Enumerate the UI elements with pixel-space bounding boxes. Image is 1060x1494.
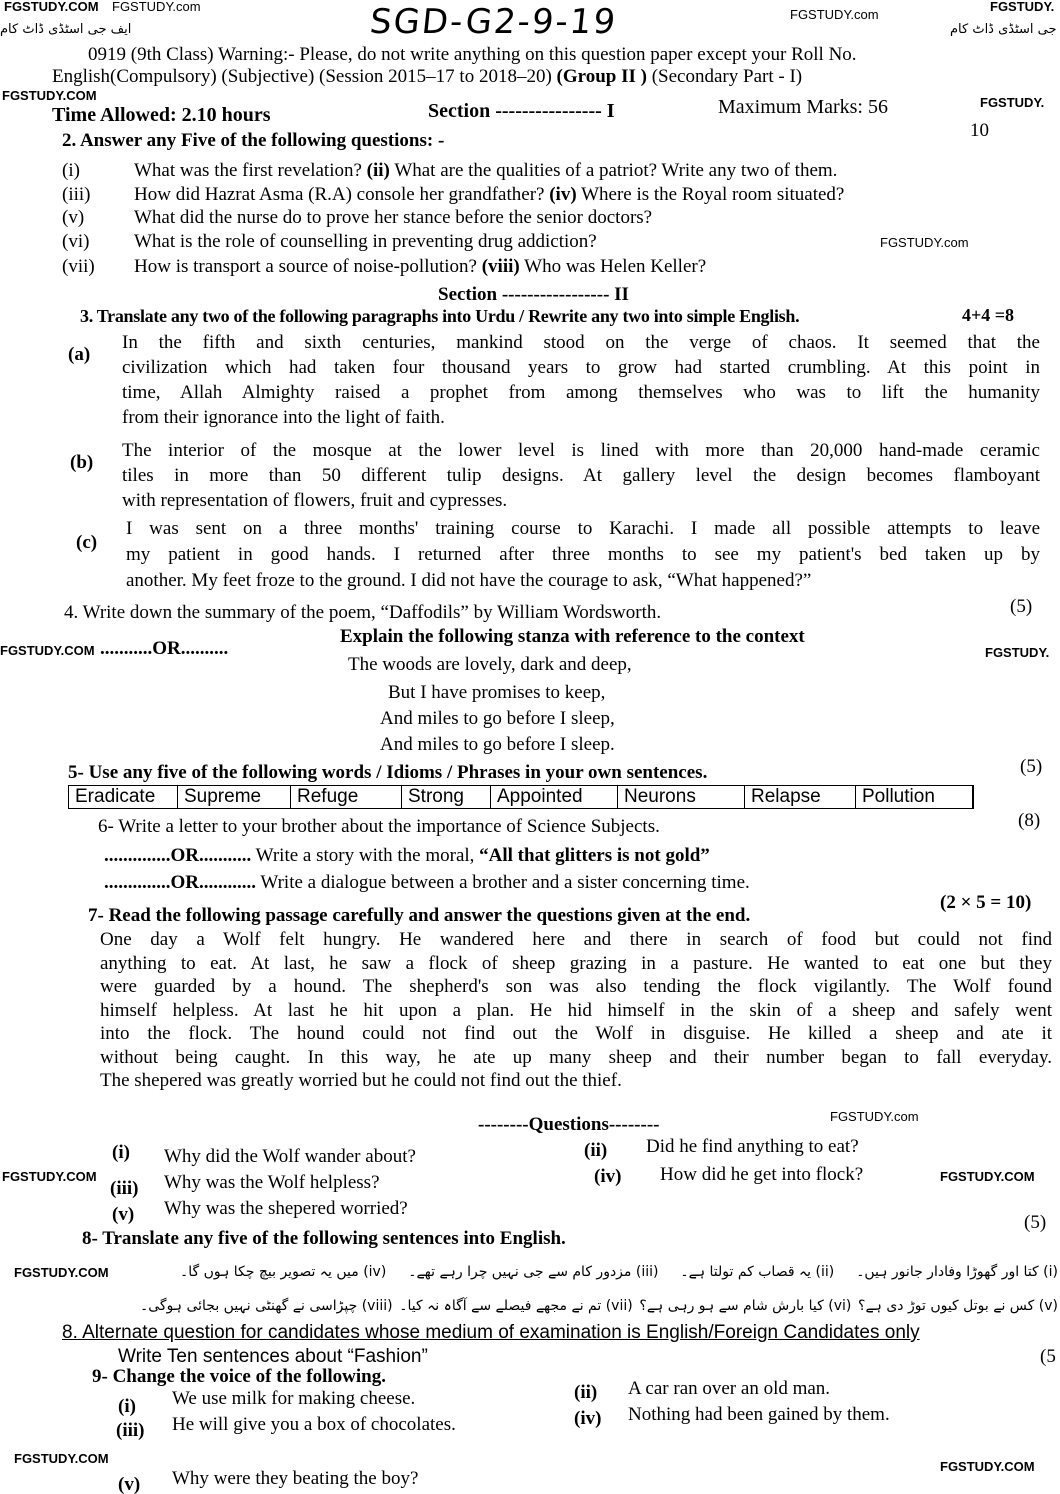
paragraph-a: In the fifth and sixth centuries, mankind stood on the verge of chaos. It seemed that the civilization which had taken four thousand years to grow had started crumbling. At this point in time, Allah Almighty raised a prophet from among themselves who was to lift the humanity from their ignorance into the light of faith. <box>122 332 1040 428</box>
word-cell: Eradicate <box>69 786 178 808</box>
urdu-sentence: (iv) میں یہ تصویر بیچ چکا ہوں گا۔ <box>180 1264 387 1280</box>
q4-alt: Explain the following stanza with reference to the context <box>340 626 805 647</box>
handwritten-code: SGD-G2-9-19 <box>367 2 620 42</box>
question-number: (ii) <box>584 1140 608 1161</box>
q8-marks: (5) <box>1024 1212 1047 1233</box>
time-allowed: Time Allowed: 2.10 hours <box>52 104 271 126</box>
urdu-sentences-row-2 <box>140 1298 1058 1314</box>
item-number: (v) <box>118 1474 141 1494</box>
question-text: Did he find anything to eat? <box>646 1136 859 1157</box>
watermark: FGSTUDY.COM <box>940 1459 1035 1474</box>
q6-or-1: ..............OR........... Write a story with the moral, “All that glitters is not gold” <box>104 845 710 866</box>
q4-title: 4. Write down the summary of the poem, “Daffodils” by William Wordsworth. <box>64 602 662 623</box>
question-text: Why was the shepered worried? <box>164 1198 408 1219</box>
q5-marks: (5) <box>1020 756 1043 777</box>
poem-line: But I have promises to keep, <box>388 682 606 703</box>
item-text: We use milk for making cheese. <box>172 1388 416 1409</box>
urdu-sentence: (viii) چپڑاسی نے گھنٹی نہیں بجائی ہوگی۔ <box>140 1298 393 1314</box>
section-2-heading: Section ----------------- II <box>438 284 629 305</box>
watermark: FGSTUDY. <box>985 645 1050 660</box>
word-cell: Pollution <box>856 786 973 808</box>
item-text: Nothing had been gained by them. <box>628 1404 890 1425</box>
urdu-sentence: (ii) یہ قصاب کم تولتا ہے۔ <box>680 1264 835 1280</box>
q8-alternate: Write Ten sentences about “Fashion” <box>118 1346 428 1367</box>
q2-marks: 10 <box>970 120 989 141</box>
watermark: FGSTUDY.com <box>112 0 201 14</box>
paragraph-b: The interior of the mosque at the lower level is lined with more than 20,000 hand-made ceramic tiles in more than 50 different tulip designs. At gallery level the design becomes flamboyant with representation of flowers, fruit and cypresses. <box>122 440 1040 511</box>
item-text: He will give you a box of chocolates. <box>172 1414 456 1435</box>
watermark-urdu: جی اسٹڈی ڈاٹ کام <box>950 22 1057 37</box>
q4-marks: (5) <box>1010 596 1033 617</box>
question-number: (iii) <box>110 1178 139 1199</box>
urdu-sentence: (i) کتا اور گھوڑا وفادار جانور ہیں۔ <box>856 1264 1058 1280</box>
watermark: FGSTUDY.com <box>790 7 879 22</box>
word-cell: Neurons <box>618 786 745 808</box>
q6-title: 6- Write a letter to your brother about the importance of Science Subjects. <box>98 816 660 837</box>
q8-title: 8- Translate any five of the following sentences into English. <box>82 1228 566 1249</box>
section-1-heading: Section ---------------- I <box>428 100 615 122</box>
poem-line: And miles to go before I sleep. <box>380 734 615 755</box>
q2-line: (iii) How did Hazrat Asma (R.A) console her grandfather? (iv) Where is the Royal room situated? <box>62 184 845 205</box>
max-marks: Maximum Marks: 56 <box>718 96 888 118</box>
poem-line: The woods are lovely, dark and deep, <box>348 654 632 675</box>
header-warning: 0919 (9th Class) Warning:- Please, do not write anything on this question paper except your Roll No. <box>88 44 857 65</box>
watermark-urdu: ایف جی اسٹڈی ڈاٹ کام <box>0 22 132 37</box>
word-cell: Appointed <box>491 786 618 808</box>
q2-line: (v) What did the nurse do to prove her stance before the senior doctors? <box>62 207 653 228</box>
question-text: How did he get into flock? <box>660 1164 864 1185</box>
q2-line: (vi) What is the role of counselling in preventing drug addiction? <box>62 231 597 252</box>
question-text: Why was the Wolf helpless? <box>164 1172 380 1193</box>
q8-alt-marks: (5 <box>1040 1346 1056 1367</box>
word-cell: Strong <box>402 786 491 808</box>
item-number: (i) <box>118 1396 136 1417</box>
watermark: FGSTUDY. <box>980 95 1045 110</box>
word-cell: Refuge <box>291 786 402 808</box>
q6-marks: (8) <box>1018 810 1041 831</box>
words-table <box>68 785 974 809</box>
q4-or: ...........OR.......... <box>100 638 229 659</box>
q2-title: 2. Answer any Five of the following questions: - <box>62 130 445 151</box>
para-label: (c) <box>76 532 98 553</box>
q5-title: 5- Use any five of the following words / Idioms / Phrases in your own sentences. <box>68 762 708 783</box>
watermark: FGSTUDY.COM <box>14 1265 109 1280</box>
item-number: (ii) <box>574 1382 598 1403</box>
passage: One day a Wolf felt hungry. He wandered here and there in search of food but could not find anything to eat. At last, he saw a flock of sheep grazing in a pasture. He wanted to eat one but they were guarded by a hound. The shepherd's son was also tending the flock vigilantly. The Wolf found himself helpless. At last he hit upon a plan. He hid himself in the skin of a sheep and safely went into the flock. The hound could not find out the Wolf in disguise. He killed a sheep and ate it without being caught. In this way, he ate up many sheep and their number began to fall everyday. The shepered was greatly worried but he could not find out the thief. <box>100 929 1052 1091</box>
watermark: FGSTUDY.COM <box>4 0 99 14</box>
para-label: (b) <box>70 452 94 473</box>
q7-marks: (2 × 5 = 10) <box>940 892 1032 913</box>
urdu-sentence: (vii) تم نے مجھے فیصلے سے آگاہ نہ کیا۔ <box>399 1298 633 1314</box>
q3-marks: 4+4 =8 <box>962 305 1015 325</box>
watermark: FGSTUDY.COM <box>14 1451 109 1466</box>
q3-title: 3. Translate any two of the following paragraphs into Urdu / Rewrite any two into simple English. <box>80 306 800 326</box>
urdu-sentences-row-1 <box>180 1264 1058 1280</box>
watermark: FGSTUDY.COM <box>2 88 97 103</box>
item-text: A car ran over an old man. <box>628 1378 831 1399</box>
watermark: FGSTUDY.com <box>880 235 969 250</box>
q6-or-2: ..............OR............ Write a dialogue between a brother and a sister concerning time. <box>104 872 750 893</box>
question-number: (i) <box>112 1142 130 1163</box>
question-text: Why did the Wolf wander about? <box>164 1146 416 1167</box>
header-subject: English(Compulsory) (Subjective) (Session 2015–17 to 2018–20) (Group II ) (Secondary Part - I) <box>52 66 803 87</box>
watermark: FGSTUDY.COM <box>940 1169 1035 1184</box>
paragraph-c: I was sent on a three months' training course to Karachi. I made all possible attempts to leave my patient in good hands. I returned after three months to see my patient's bed taken up by another. My feet froze to the ground. I did not have the courage to ask, “What happened?” <box>126 518 1040 591</box>
word-cell: Supreme <box>178 786 291 808</box>
question-number: (iv) <box>594 1166 622 1187</box>
q8-alternate-title: 8. Alternate question for candidates whose medium of examination is English/Foreign Candidates only <box>62 1322 920 1343</box>
q9-title: 9- Change the voice of the following. <box>92 1366 386 1387</box>
urdu-sentence: (v) کس نے بوتل کیوں توڑ دی ہے؟ <box>858 1298 1058 1314</box>
poem-line: And miles to go before I sleep, <box>380 708 615 729</box>
question-number: (v) <box>112 1204 135 1225</box>
word-cell: Relapse <box>745 786 856 808</box>
item-number: (iii) <box>116 1420 145 1441</box>
q7-title: 7- Read the following passage carefully and answer the questions given at the end. <box>88 905 751 926</box>
para-label: (a) <box>68 344 91 365</box>
questions-heading: --------Questions-------- <box>478 1114 660 1135</box>
watermark: FGSTUDY. <box>990 0 1055 14</box>
item-text: Why were they beating the boy? <box>172 1468 419 1489</box>
q2-line: (vii) How is transport a source of noise-pollution? (viii) Who was Helen Keller? <box>62 256 707 277</box>
urdu-sentence: (iii) مزدور کام سے جی نہیں چرا رہے تھے۔ <box>408 1264 659 1280</box>
item-number: (iv) <box>574 1408 602 1429</box>
watermark: FGSTUDY.com <box>830 1109 919 1124</box>
urdu-sentence: (vi) کیا بارش شام سے ہو رہی ہے؟ <box>639 1298 852 1314</box>
q2-line: (i) What was the first revelation? (ii) What are the qualities of a patriot? Write any two of them. <box>62 160 838 181</box>
watermark: FGSTUDY.COM <box>2 1169 97 1184</box>
watermark: FGSTUDY.COM <box>0 643 95 658</box>
